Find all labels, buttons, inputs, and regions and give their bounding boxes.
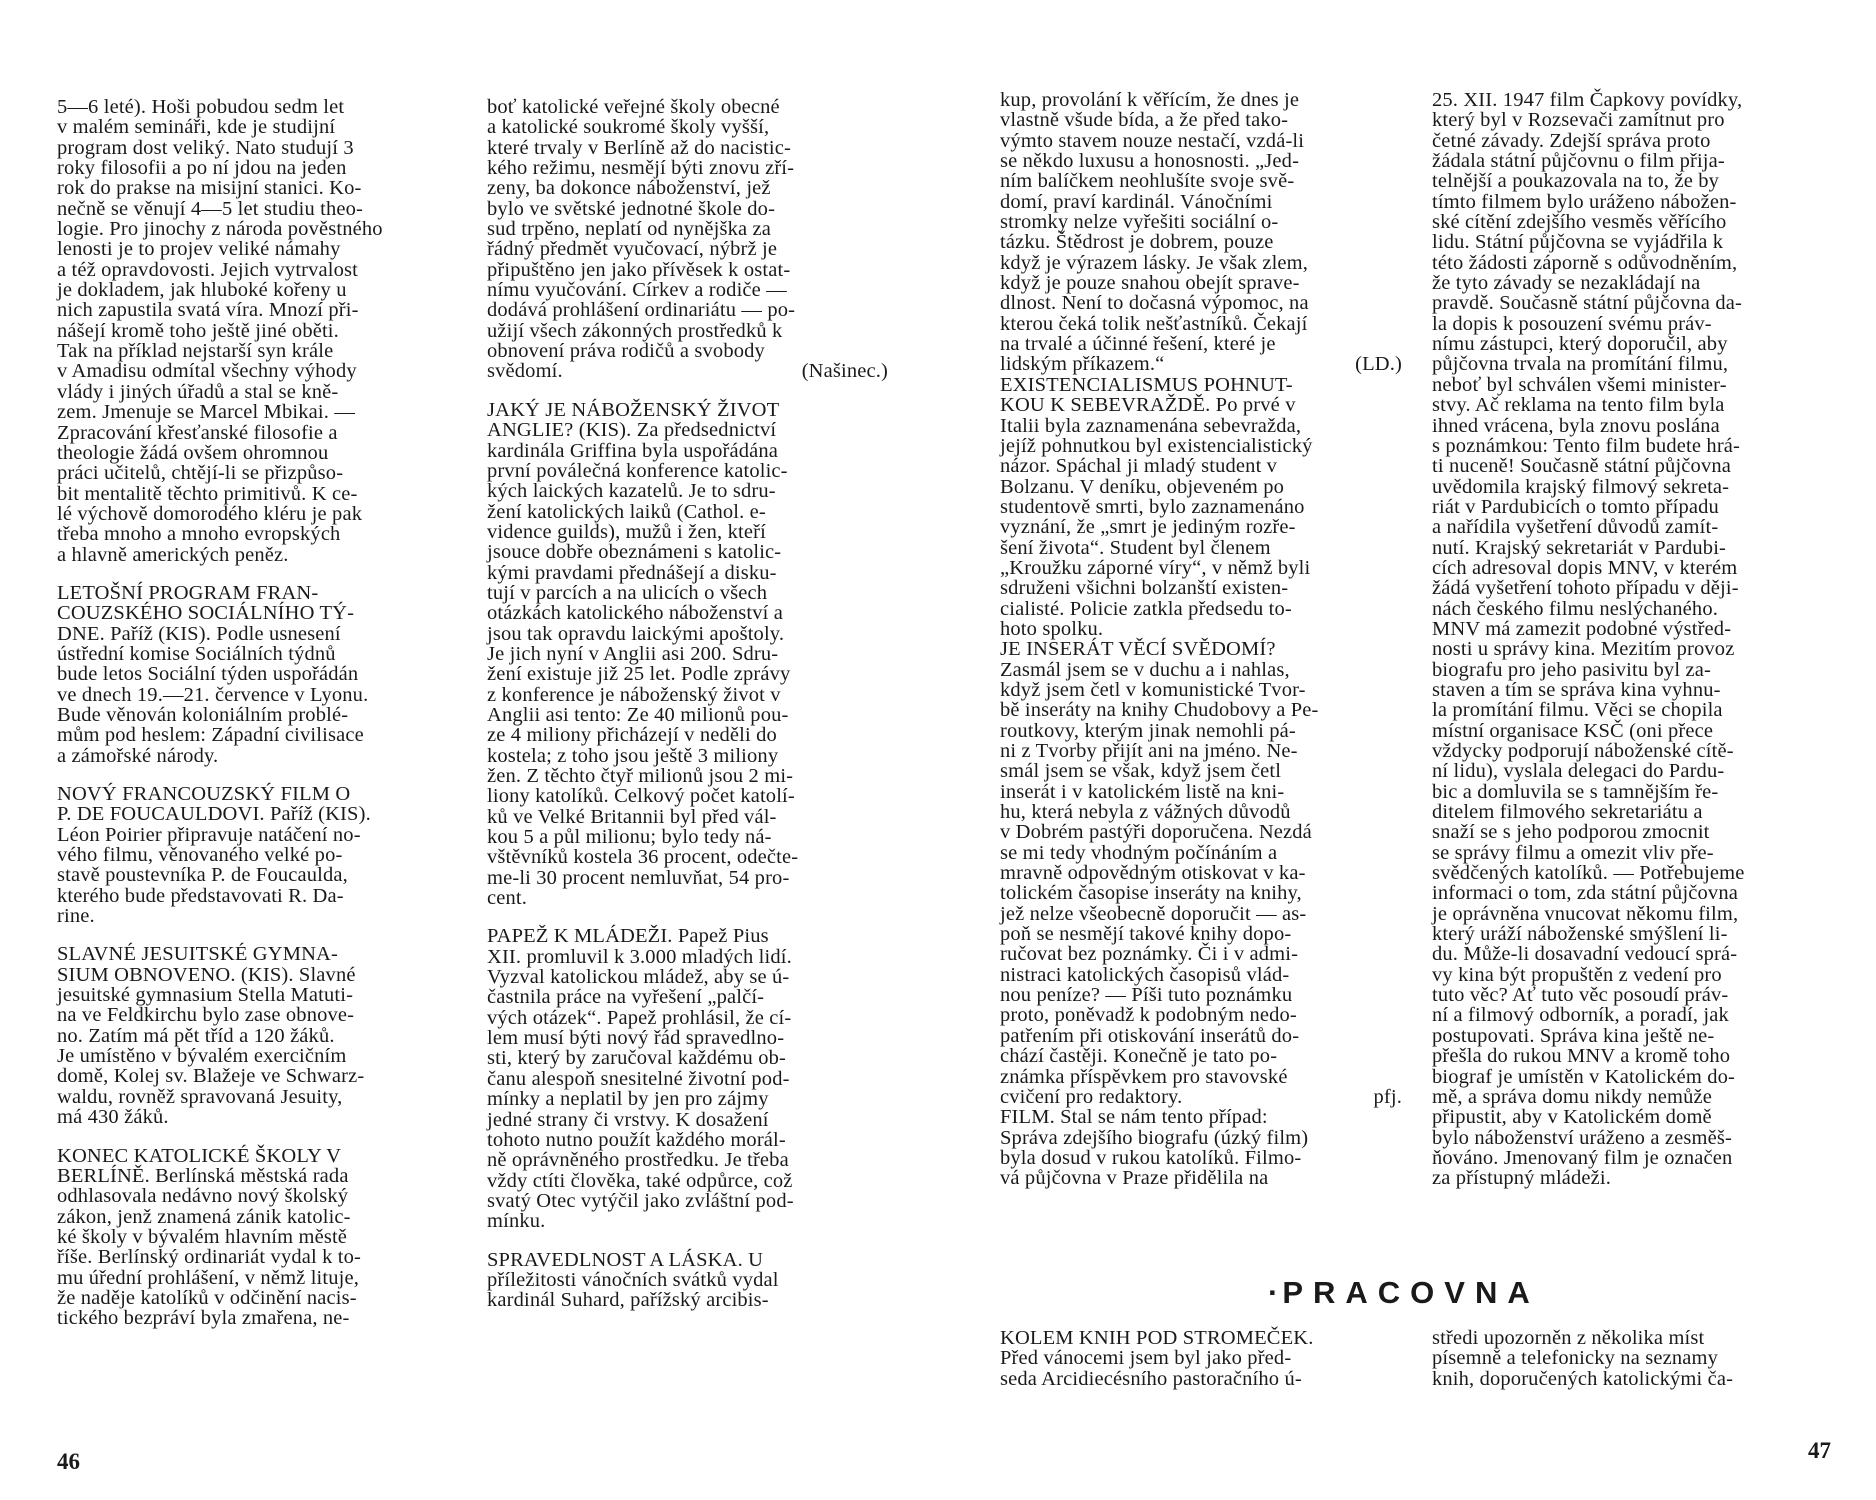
article-film-continuation: 25. XII. 1947 film Čapkovy povídky, který byl v Rozsevači zamítnut pro četné závady. Zdejší správa proto žádala státní půjčovnu o film přija- telnější a poukazovala na to, že by tímto filmem bylo uráženo nábožen- ské cítění zdejšího vesměs věřícího lidu. Státní půjčovna se vyjádřila k této žádosti záporně s odůvodněním, že tyto závady se nezakládají na pravdě. Současně státní půjčovna da- la dopis k posouzení svému práv- nímu zástupci, který doporučil, aby půjčovna trvala na promítání filmu, neboť byl schválen všemi minister- stvy. Ač reklama na tento film byla ihned vrácena, byla znovu poslána s poznámkou: Tento film budete hrá- ti nuceně! Současně státní půjčovna uvědomila krajský filmový sekreta- riát v Pardubicích o tomto případu a nařídila vyšetření důvodů zamít- nutí. Krajský sekretariát v Pardubi- cích adresoval dopis MNV, v kterém žádá vyšetření tohoto případu v ději- nách českého filmu neslýchaného. MNV má zamezit podobné výstřed- nosti u správy kina. Mezitím provoz biografu pro jeho pasivitu byl za- staven a tím se správa kina vyhnu- la promítání filmu. Věci se chopila místní organisace KSČ (oni přece vždycky podporují náboženské cítě- ní lidu), vyslala delegaci do Pardu- bic a domluvila se s tamnějším ře- ditelem filmového sekretariátu a snaží se s jeho podporou zmocnit se správy filmu a omezit vliv pře- svědčených katolíků. — Potřebujeme informaci o tom, zda státní půjčovna je oprávněna vnucovat někomu film, který uráží náboženské smýšlení li- du. Může-li dosavadní vedoucí sprá- vy kina být propuštěn z vedení pro tuto věc? Ať tuto věc posoudí práv- ní a filmový odborník, a poradí, jak postupovati. Správa kina ještě ne- přešla do rukou MNV a kromě toho biograf je umístěn v Katolickém do- mě, a správa domu nikdy nemůže připustit, aby v Katolickém domě bylo náboženství uráženo a zesměš- ňováno. Jmenovaný film je označen za přístupný mládeži.: [1432, 89, 1745, 1190]
article-inserat: JE INSERÁT VĚCÍ SVĚDOMÍ? Zasmál jsem se v duchu a i nahlas, když jsem četl v komunistické Tvor- bě inseráty na knihy Chudobovy a Pe- routkovy, kterým jinak nemohli pá- ni z Tvorby přijít ani na jméno. Ne- smál jsem se však, když jsem četl inserát i v katolickém listě na kni- hu, která nebyla z vážných důvodů v Dobrém pastýři doporučena. Nezdá se mi tedy vhodným počínáním a mravně odpovědným otiskovat v ka- tolickém časopise inseráty na knihy, jež nelze všeobecně doporučit — as- poň se nesmějí takové knihy dopo- ručovat bez poznámky. Či i v admi- nistraci katolických časopisů vlád- nou peníze? — Píši tuto poznámku proto, poněvadž k podobným nedo- patřením při otiskování inserátů do- chází častěji. Konečně je tato po- známka příspěvkem pro stavovské: [1000, 638, 1319, 1088]
article-konec-skoly: KONEC KATOLICKÉ ŠKOLY V BERLÍNĚ. Berlínská městská rada odhlasovala nedávno nový školský zákon, jenž znamená zánik katolic- ké školy v bývalém hlavním městě říše. Berlínský ordinariát vydal k to- mu úřední prohlášení, v němž lituje, že naděje katolíků v odčinění nacis- tického bezpráví byla zmařena, ne-: [57, 1144, 362, 1330]
section-heading-text: PRACOVNA: [1282, 1275, 1540, 1310]
article-spravedlnost-signature-line: [1000, 354, 1402, 374]
article-berlin-continuation: boť katolické veřejné školy obecné a katolické soukromé školy vyšší, které trvaly v Berlíně až do nacistic- kého režimu, nesmějí býti znovu zří- zeny, ba dokonce náboženství, jež bylo ve světské jednotné škole do- sud trpěno, neplatí od nynějška za řádný předmět vyučovací, nýbrž je připuštěno jen jako přívěsek k ostat- nímu vyučování. Církev a rodiče — dodává prohlášení ordinariátu — po- užijí všech zákonných prostředků k obnovení práva rodičů a svobody: [487, 96, 796, 363]
article-inserat-source: pfj.: [1373, 1085, 1402, 1108]
page-number-left: 46: [57, 1449, 80, 1474]
article-berlin-signature-line: [487, 361, 888, 381]
article-novy-film: NOVÝ FRANCOUZSKÝ FILM O P. DE FOUCAULDOVI. Paříž (KIS). Léon Poirier připravuje natáčení no- vého filmu, věnovaného velké po- stavě poustevníka P. de Foucaulda, kterého bude představovati R. Da- rine.: [57, 783, 371, 928]
column-3: [1000, 90, 1402, 1189]
article-berlin-last-line: svědomí.: [487, 360, 563, 383]
section-heading-dot: ·: [1268, 1275, 1283, 1310]
article-kolem-knih: KOLEM KNIH POD STROMEČEK. Před vánocemi jsem byl jako před- seda Arcidiecésního pastoračního ú-: [1000, 1327, 1314, 1390]
article-inserat-signature-line: [1000, 1087, 1402, 1107]
article-jesuitske-gymnasium: SLAVNÉ JESUITSKÉ GYMNA- SIUM OBNOVENO. (KIS). Slavné jesuitské gymnasium Stella Matuti- na ve Feldkirchu bylo zase obnove- no. Zatím má pět tříd a 120 žáků. Je umístěno v bývalém exercičním domě, Kolej sv. Blažeje ve Schwarz- waldu, rovněž spravovaná Jesuity, má 430 žáků.: [57, 943, 365, 1129]
article-anglie: JAKÝ JE NÁBOŽENSKÝ ŽIVOT ANGLIE? (KIS). Za předsednictví kardinála Griffina byla uspořádána první poválečná konference katolic- kých laických kazatelů. Je to sdru- žení katolických laiků (Cathol. e- vidence guilds), mužů i žen, kteří jsouce dobře obeznámeni s katolic- kými pravdami přednášejí a disku- tují v parcích a na ulicích o všech otázkách katolického náboženství a jsou tak opravdu laickými apoštoly. Je jich nyní v Anglii asi 200. Sdru- žení existuje již 25 let. Podle zprávy z konference je náboženský život v Anglii asi tento: Ze 40 milionů pou- ze 4 miliony přicházejí v neděli do kostela; z toho jsou ještě 3 miliony žen. Z těchto čtyř milionů jsou 2 mi- liony katolíků. Celkový počet katolí- ků ve Velké Britannii byl před vál- kou 5 a půl milionu; bylo tedy ná- vštěvníků kostela 36 procent, odečte- me-li 30 procent nemluvňat, 54 pro- cent.: [487, 398, 799, 910]
section-heading-pracovna: [1268, 1275, 1540, 1311]
article-spravedlnost-last-line: lidským příkazem.“: [1000, 353, 1165, 376]
column-2: [487, 97, 888, 1311]
article-letosni-program: LETOŠNÍ PROGRAM FRAN- COUZSKÉHO SOCIÁLNÍHO TÝ- DNE. Paříž (KIS). Podle usnesení ústřední komise Sociálních týdnů bude letos Sociální týden uspořádán ve dnech 19.—21. července v Lyonu. Bude věnován koloniálním problé- mům pod heslem: Západní civilisace a zámořské národy.: [57, 581, 369, 767]
article-continuation: 5—6 leté). Hoši pobudou sedm let v malém semináři, kde je studijní program dost veliký. Nato studují 3 roky filosofii a po ní jdou na jeden rok do prakse na misijní stanici. Ko- nečně se věnují 4—5 let studiu theo- logie. Pro jinochy z národa pověstného lenosti je to projev veliké námahy a též opravdovosti. Jejich vytrvalost je dokladem, jak hluboké kořeny u nich zapustila svatá víra. Mnozí při- nášejí kromě toho ještě jiné oběti. Tak na příklad nejstarší syn krále v Amadisu odmítal všechny výhody vlády i jiných úřadů a stal se kně- zem. Jmenuje se Marcel Mbikai. — Zpracování křesťanské filosofie a theologie žádá ovšem ohromnou práci učitelů, chtějí-li se přizpůso- bit mentalitě těchto primitivů. K ce- lé výchově domorodého kléru je pak třeba mnoho a mnoho evropských a hlavně amerických peněz.: [57, 96, 383, 566]
article-spravedlnost: SPRAVEDLNOST A LÁSKA. U příležitosti vánočních svátků vydal kardinál Suhard, pařížský arcibis-: [487, 1248, 779, 1312]
column-1: [57, 97, 458, 1329]
article-berlin-source: (Našinec.): [801, 360, 888, 383]
article-papez: PAPEŽ K MLÁDEŽI. Papež Pius XII. promluvil k 3.000 mladých lidí. Vyzval katolickou mládež, aby se ú- častnila práce na vyřešení „palčí- vých otázek“. Papež prohlásil, že cí- lem musí býti nový řád spravedlno- sti, který by zaručoval každému ob- čanu alespoň snesitelné životní pod- mínky a neplatil by jen pro zájmy jedné strany či vrstvy. K dosažení tohoto nutno použít každého morál- ně oprávněného prostředku. Je třeba vždy ctíti člověka, také odpůrce, což svatý Otec vytýčil jako zvláštní pod- mínku.: [487, 925, 794, 1233]
article-kolem-knih-continuation: středi upozorněn z několika míst písemně a telefonicky na seznamy knih, doporučených katolickými ča-: [1432, 1327, 1734, 1390]
column-4-bottom: [1432, 1328, 1838, 1389]
column-3-bottom: [1000, 1328, 1402, 1389]
article-film: FILM. Stal se nám tento případ: Správa zdejšího biografu (úzký film) byla dosud v rukou katolíků. Filmo- vá půjčovna v Praze přidělila na: [1000, 1106, 1309, 1190]
article-spravedlnost-source: (LD.): [1355, 353, 1402, 376]
page-number-right: 47: [1808, 1438, 1831, 1463]
article-existencialismus: EXISTENCIALISMUS POHNUT- KOU K SEBEVRAŽDĚ. Po prvé v Italii byla zaznamenána sebevražda, jejíž pohnutkou byl existencialistický názor. Spáchal ji mladý student v Bolzanu. V deníku, objeveném po studentově smrti, bylo zaznamenáno vyznání, že „smrt je jediným rozře- šení života“. Student byl členem „Kroužku záporné víry“, v němž byli sdruženi všichni bolzanští existen- cialisté. Policie zatkla předsedu to- hoto spolku.: [1000, 373, 1313, 640]
article-spravedlnost-continuation: kup, provolání k věřícím, že dnes je vlastně všude bída, a že před tako- výmto stavem nouze nestačí, vzdá-li se někdo luxusu a honosnosti. „Jed- ním balíčkem neohlušíte svoje svě- domí, praví kardinál. Vánočními stromky nelze vyřešiti sociální o- tázku. Štědrost je dobrem, pouze když je výrazem lásky. Je však zlem, když je pouze snahou obejít sprave- dlnost. Není to dočasná výpomoc, na kterou čeká tolik nešťastníků. Čekají na trvalé a účinné řešení, které je: [1000, 89, 1309, 356]
column-4: [1432, 90, 1838, 1189]
article-inserat-last-line: cvičení pro redaktory.: [1000, 1085, 1183, 1108]
